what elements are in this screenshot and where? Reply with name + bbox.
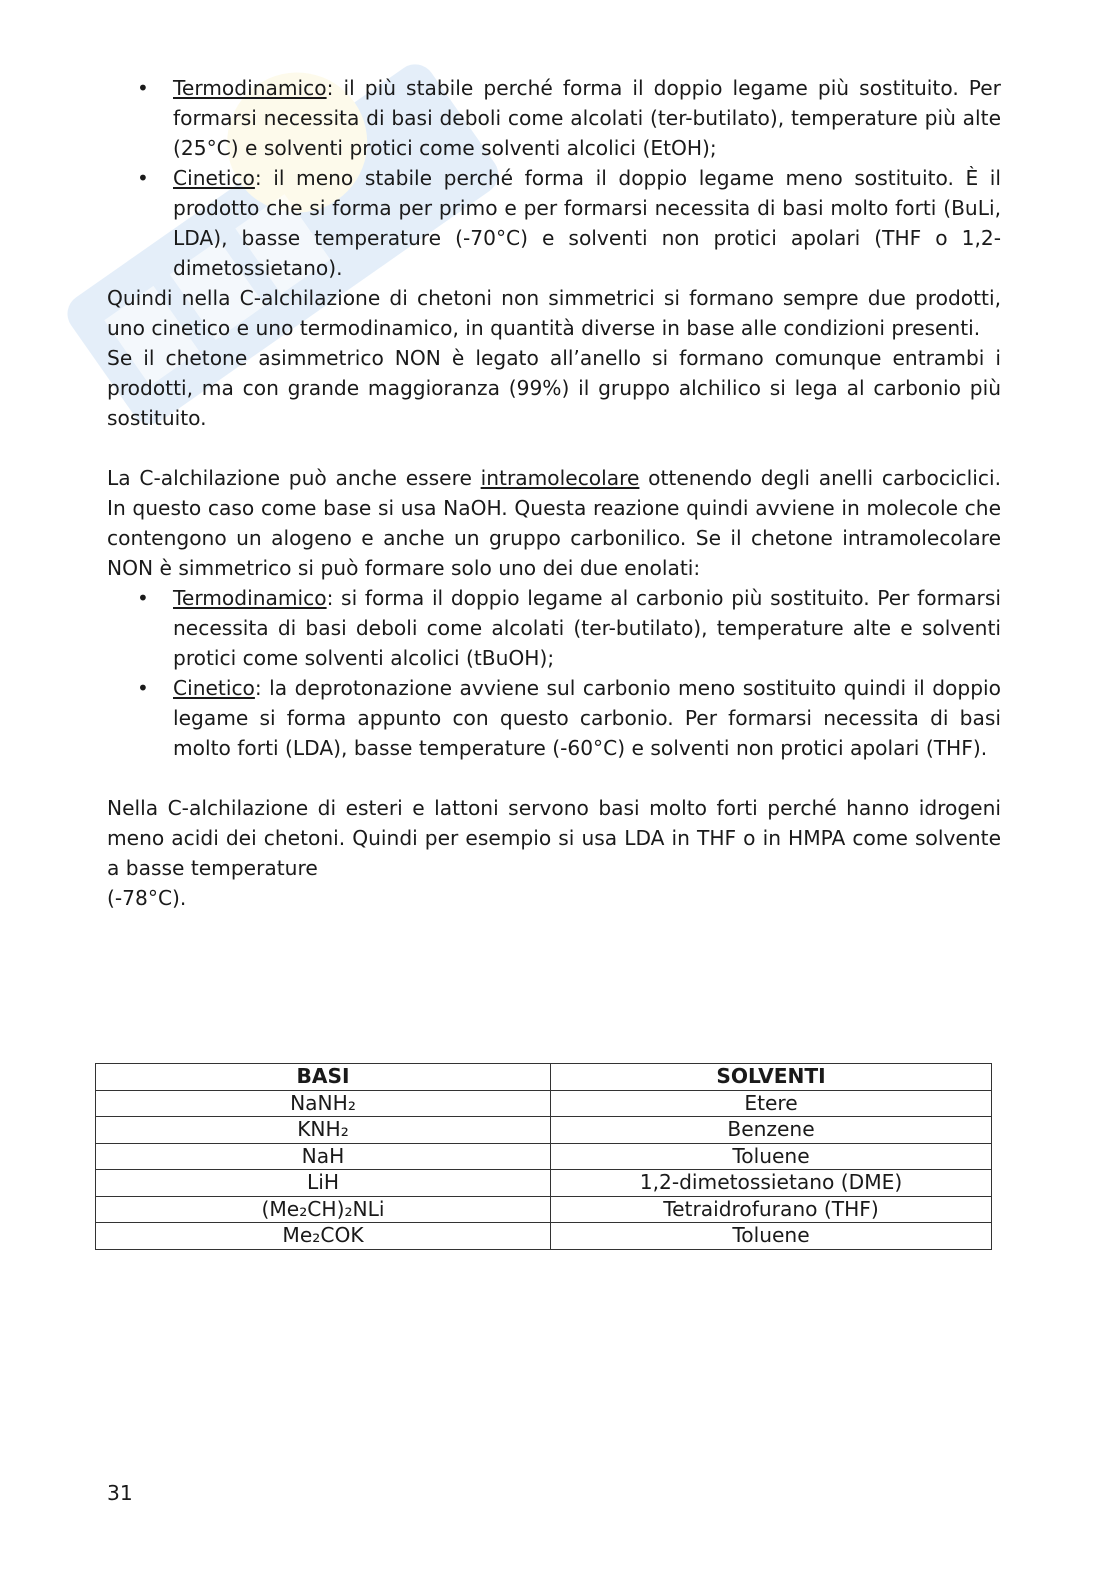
main-text [107, 73, 1001, 913]
paragraph-3-start: La C-alchilazione può anche essere [107, 466, 481, 490]
bullet-list-top [107, 73, 1001, 283]
list-item-cinetico [173, 163, 1001, 283]
term-label: Cinetico [173, 166, 255, 190]
base-cell: KNH₂ [96, 1117, 551, 1144]
term-label: Termodinamico [173, 586, 327, 610]
list-item-termodinamico [173, 73, 1001, 163]
base-cell: Me₂COK [96, 1223, 551, 1250]
base-cell: NaNH₂ [96, 1090, 551, 1117]
header-basi: BASI [96, 1064, 551, 1091]
base-cell: NaH [96, 1143, 551, 1170]
item-text: : il più stabile perché forma il doppio legame più sostituito. Per formarsi necessita di basi deboli come alcolati (ter-butilato), temperature più alte (25°C) e solventi protici come solventi alcolici (EtOH); [173, 76, 1001, 160]
paragraph-4-tail: (-78°C). [107, 886, 187, 910]
solvent-cell: Etere [551, 1090, 992, 1117]
paragraph-2: Se il chetone asimmetrico NON è legato all’anello si formano comunque entrambi i prodotti, ma con grande maggioranza (99%) il gruppo alchilico si lega al carbonio più sostituito. [107, 346, 1001, 430]
table-row [96, 1196, 992, 1223]
paragraph-1: Quindi nella C-alchilazione di chetoni non simmetrici si formano sempre due prodotti, uno cinetico e uno termodinamico, in quantità diverse in base alle condizioni presenti. [107, 286, 1001, 340]
table-row [96, 1170, 992, 1197]
header-solventi: SOLVENTI [551, 1064, 992, 1091]
item-text: : si forma il doppio legame al carbonio più sostituito. Per formarsi necessita di basi deboli come alcolati (ter-butilato), temperature alte e solventi protici come solventi alcolici (tBuOH); [173, 586, 1001, 670]
underlined-term: intramolecolare [480, 466, 640, 490]
list-item-cinetico [173, 673, 1001, 763]
table-header-row [96, 1064, 992, 1091]
solvent-cell: Tetraidrofurano (THF) [551, 1196, 992, 1223]
bases-solvents-table [95, 1063, 992, 1250]
base-cell: (Me₂CH)₂NLi [96, 1196, 551, 1223]
table-row [96, 1143, 992, 1170]
item-text: : la deprotonazione avviene sul carbonio meno sostituito quindi il doppio legame si forma appunto con questo carbonio. Per formarsi necessita di basi molto forti (LDA), basse temperature (-60°C) e solventi non protici apolari (THF). [173, 676, 1001, 760]
solvent-cell: 1,2-dimetossietano (DME) [551, 1170, 992, 1197]
table-row [96, 1090, 992, 1117]
base-cell: LiH [96, 1170, 551, 1197]
paragraph-4: Nella C-alchilazione di esteri e lattoni servono basi molto forti perché hanno idrogeni meno acidi dei chetoni. Quindi per esempio si usa LDA in THF o in HMPA come solvente a basse temperature [107, 796, 1001, 880]
term-label: Cinetico [173, 676, 255, 700]
paragraph-3-end: ottenendo degli anelli carbociclici. In questo caso come base si usa NaOH. Questa reazione quindi avviene in molecole che contengono un alogeno e anche un gruppo carbonilico. Se il chetone intramolecolare NON è simmetrico si può formare solo uno dei due enolati: [107, 466, 1002, 580]
solvent-cell: Toluene [551, 1143, 992, 1170]
bullet-list-bottom [107, 583, 1001, 763]
term-label: Termodinamico [173, 76, 327, 100]
table-row [96, 1117, 992, 1144]
paragraph-3 [107, 463, 1001, 583]
item-text: : il meno stabile perché forma il doppio legame meno sostituito. È il prodotto che si forma per primo e per formarsi necessita di basi molto forti (BuLi, LDA), basse temperature (-70°C) e solventi non protici apolari (THF o 1,2-dimetossietano). [173, 166, 1001, 280]
solvent-cell: Toluene [551, 1223, 992, 1250]
list-item-termodinamico [173, 583, 1001, 673]
solvent-cell: Benzene [551, 1117, 992, 1144]
page-number: 31 [107, 1481, 133, 1505]
table-row [96, 1223, 992, 1250]
